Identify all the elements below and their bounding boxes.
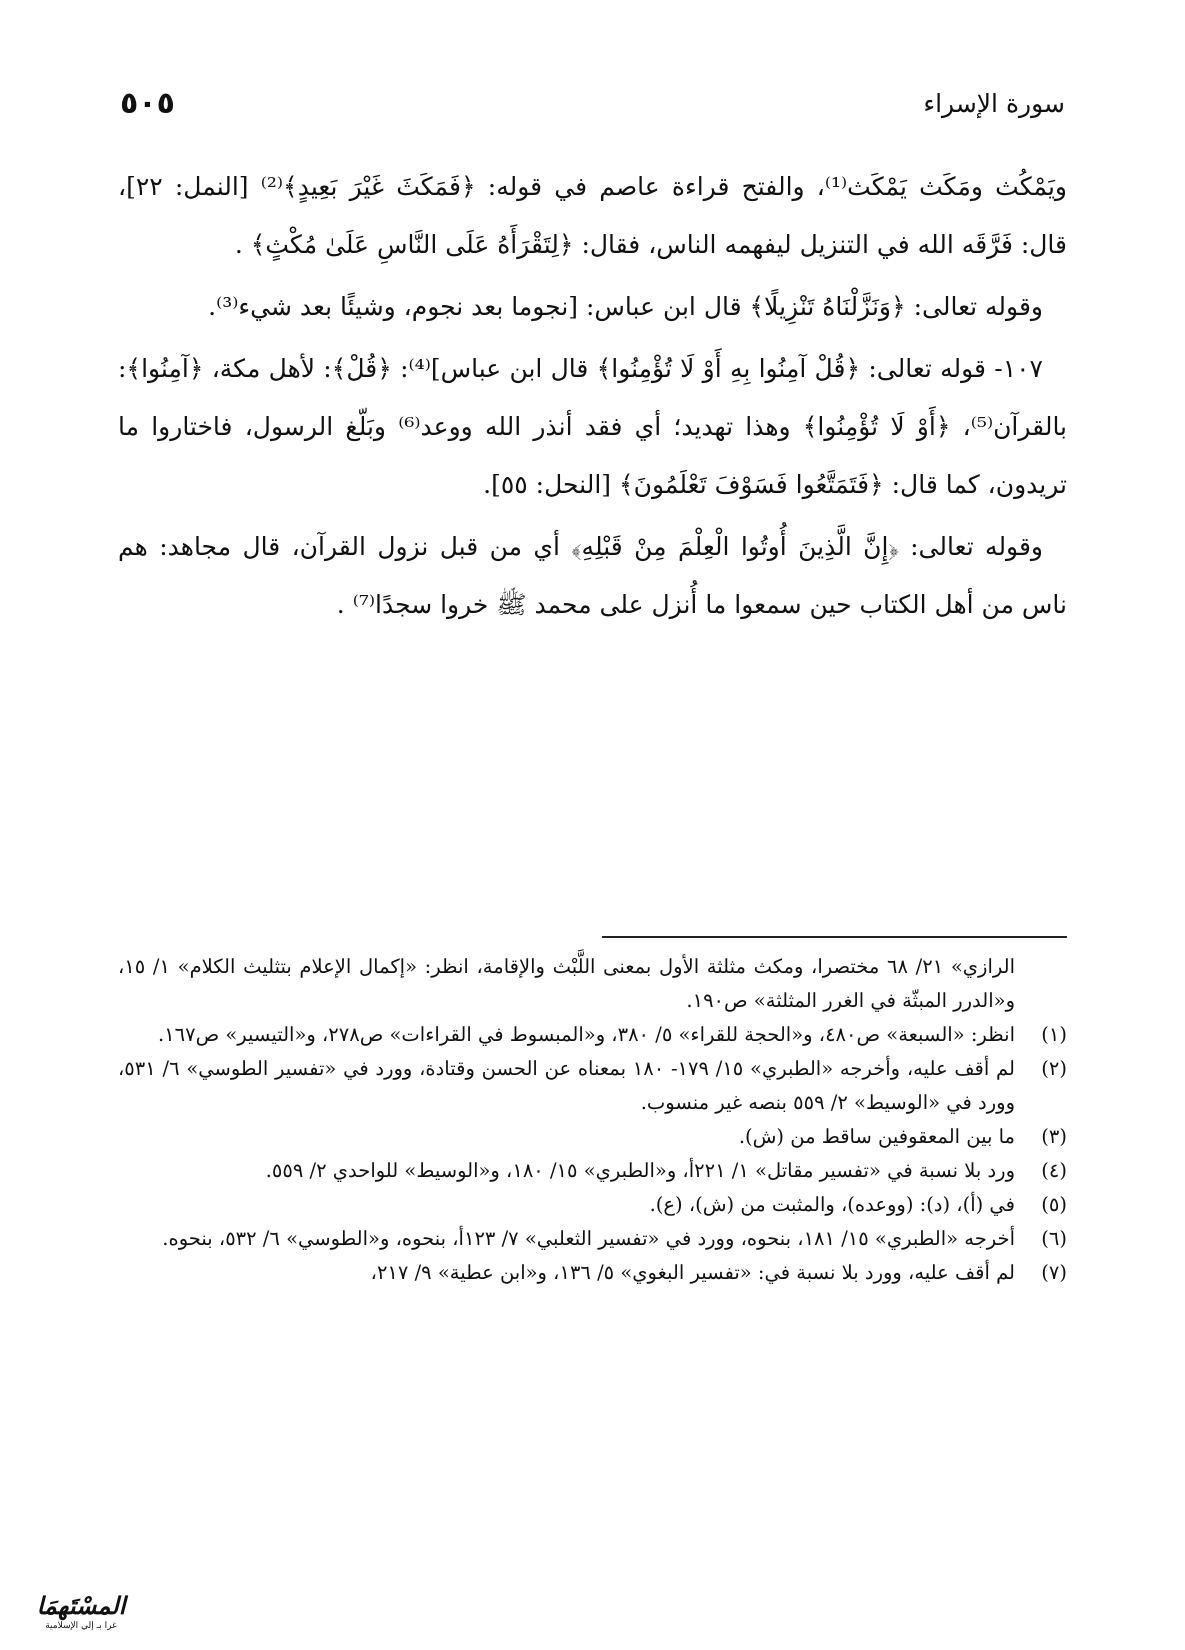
running-header bbox=[120, 78, 1065, 128]
library-stamp-logo bbox=[22, 1592, 140, 1642]
footnote-number: (٢) bbox=[1041, 1057, 1067, 1080]
paragraph: ١٠٧- قوله تعالى: ﴿قُلْ آمِنُوا بِهِ أَوْ لَا تُؤْمِنُوا﴾ قال ابن عباس]⁽⁴⁾: ﴿قُلْ﴾: لأهل مكة، ﴿آمِنُوا﴾: بالقرآن⁽⁵⁾، ﴿أَوْ لَا تُؤْمِنُوا﴾ وهذا تهديد؛ أي فقد أنذر الله ووعد⁽⁶⁾ وبَلّغ الرسول، فاختاروا ما تريدون، كما قال: ﴿فَتَمَتَّعُوا فَسَوْفَ تَعْلَمُونَ﴾ [النحل: ٥٥]. bbox=[118, 354, 1068, 499]
stamp-text: المسْتَهمَا bbox=[36, 1591, 126, 1620]
page-number: ٥٠٥ bbox=[120, 85, 175, 121]
footnote-text: الرازي» ٢١/ ٦٨ مختصرا، ومكث مثلثة الأول بمعنى اللَّبْث والإقامة، انظر: «إكمال الإعلام بتثليث الكلام» ١/ ١٥، و«الدرر المبثّة في الغرر المثلثة» ص١٩٠. bbox=[118, 955, 1015, 1012]
footnote-text: انظر: «السبعة» ص٤٨٠، و«الحجة للقراء» ٥/ ٣٨٠، و«المبسوط في القراءات» ص٢٧٨، و«التيسير» ص١٦٧. bbox=[157, 1023, 1015, 1046]
footnote-divider bbox=[602, 936, 1067, 938]
footnote-text: لم أقف عليه، وأخرجه «الطبري» ١٥/ ١٧٩- ١٨٠ بمعناه عن الحسن وقتادة، وورد في «تفسير الطوسي» ٦/ ٥٣١، وورد في «الوسيط» ٢/ ٥٥٩ بنصه غير منسوب. bbox=[118, 1057, 1015, 1114]
footnote-number: (٦) bbox=[1041, 1227, 1067, 1250]
footnote bbox=[118, 1154, 1067, 1188]
footnote-text: ما بين المعقوفين ساقط من (ش). bbox=[738, 1125, 1015, 1148]
footnote bbox=[118, 1018, 1067, 1052]
paragraph: ويَمْكُث ومَكَث يَمْكَث⁽¹⁾، والفتح قراءة عاصم في قوله: ﴿فَمَكَثَ غَيْرَ بَعِيدٍ﴾⁽²⁾ [النمل: ٢٢]، قال: فَرَّقَه الله في التنزيل ليفهمه الناس، فقال: ﴿لِتَقْرَأَهُ عَلَى النَّاسِ عَلَىٰ مُكْثٍ﴾ . bbox=[118, 172, 1067, 259]
main-text bbox=[118, 158, 1067, 638]
footnote bbox=[118, 1222, 1067, 1256]
footnote-text: ورد بلا نسبة في «تفسير مقاتل» ١/ ٢٢١أ، و«الطبري» ١٥/ ١٨٠، و«الوسيط» للواحدي ٢/ ٥٥٩. bbox=[265, 1159, 1015, 1182]
paragraph: وقوله تعالى: ﴿وَنَزَّلْنَاهُ تَنْزِيلًا﴾ قال ابن عباس: [نجوما بعد نجوم، وشيئًا بعد شيء⁽³⁾. bbox=[208, 292, 1043, 321]
sura-title: سورة الإسراء bbox=[923, 88, 1065, 118]
footnote-number: (٣) bbox=[1041, 1125, 1067, 1148]
footnote-text: أخرجه «الطبري» ١٥/ ١٨١، بنحوه، وورد في «تفسير الثعلبي» ٧/ ١٢٣أ، بنحوه، و«الطوسي» ٦/ ٥٣٢، بنحوه. bbox=[162, 1227, 1015, 1250]
footnote bbox=[118, 1256, 1067, 1290]
footnote-number: (٥) bbox=[1041, 1193, 1067, 1216]
footnote bbox=[118, 1188, 1067, 1222]
stamp-subtext: غرا بـ إلي الإسلامية bbox=[45, 1621, 117, 1631]
paragraph: وقوله تعالى: ﴿إِنَّ الَّذِينَ أُوتُوا الْعِلْمَ مِنْ قَبْلِهِ﴾ أي من قبل نزول القرآن، قال مجاهد: هم ناس من أهل الكتاب حين سمعوا ما أُنزل على محمد ﷺ خروا سجدًا⁽⁷⁾ . bbox=[118, 532, 1067, 619]
footnote-number bbox=[1015, 950, 1067, 1018]
footnote bbox=[118, 1052, 1067, 1120]
footnotes bbox=[118, 950, 1067, 1290]
footnote-number: (١) bbox=[1041, 1023, 1067, 1046]
footnote-text: لم أقف عليه، وورد بلا نسبة في: «تفسير البغوي» ٥/ ١٣٦، و«ابن عطية» ٩/ ٢١٧، bbox=[370, 1261, 1015, 1284]
footnote-number: (٤) bbox=[1041, 1159, 1067, 1182]
footnote bbox=[118, 950, 1067, 1018]
footnote bbox=[118, 1120, 1067, 1154]
footnote-number: (٧) bbox=[1041, 1261, 1067, 1284]
footnote-text: في (أ)، (د): (ووعده)، والمثبت من (ش)، (ع). bbox=[649, 1193, 1015, 1216]
